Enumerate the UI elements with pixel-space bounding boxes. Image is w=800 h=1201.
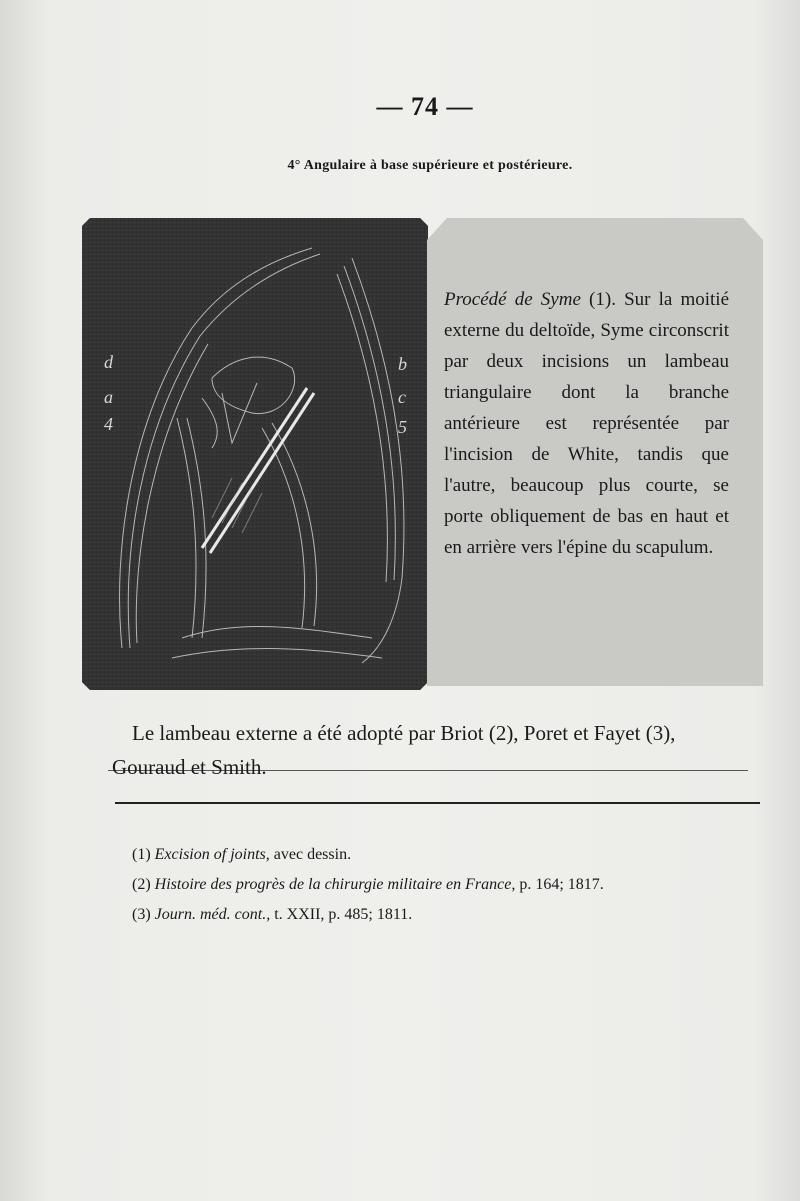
panel-heading: Procédé de Syme	[444, 289, 581, 310]
shoulder-engraving	[82, 218, 428, 690]
body-text-line-2: Gouraud et Smith.	[112, 755, 267, 779]
page-number: — 74 —	[376, 92, 474, 121]
section-heading: 4° Angulaire à base supérieure et postérieure.	[287, 158, 573, 173]
figure-letter-d: d	[104, 352, 113, 372]
footnote-3	[132, 900, 752, 930]
footnote-number: (3)	[132, 906, 151, 923]
figure-letter-b: b	[398, 354, 407, 374]
panel-paragraph	[444, 284, 729, 563]
figure-number-4: 4	[104, 414, 113, 434]
figure-number-5: 5	[398, 417, 407, 437]
figure-letter-a: a	[104, 387, 113, 407]
body-text-line-1: Le lambeau externe a été adopté par Briot (2), Poret et Fayet (3),	[132, 721, 676, 745]
footnote-rest: t. XXII, p. 485; 1811.	[270, 906, 413, 923]
footnote-rest: avec dessin.	[269, 846, 352, 863]
footnotes	[132, 840, 752, 930]
panel-footnote-ref: (1)	[589, 289, 612, 310]
footnote-number: (1)	[132, 846, 151, 863]
footnote-separator	[115, 802, 760, 804]
figure-letter-c: c	[398, 387, 406, 407]
footnote-title: Excision of joints,	[154, 846, 270, 863]
footnote-rest: p. 164; 1817.	[515, 876, 604, 893]
anatomical-illustration	[82, 218, 428, 690]
footnote-title: Journ. méd. cont.,	[154, 906, 271, 923]
panel-body: . Sur la moitié externe du deltoïde, Syme circonscrit par deux incisions un lambeau triangulaire dont la branche antérieure est représentée par l'incision de White, tandis que l'autre, beaucoup plus courte, se porte obliquement de bas en haut et en arrière vers l'épine du scapulum.	[444, 289, 729, 558]
footnote-number: (2)	[132, 876, 151, 893]
footnote-title: Histoire des progrès de la chirurgie militaire en France,	[154, 876, 516, 893]
footnote-1	[132, 840, 752, 870]
footnote-2	[132, 870, 752, 900]
